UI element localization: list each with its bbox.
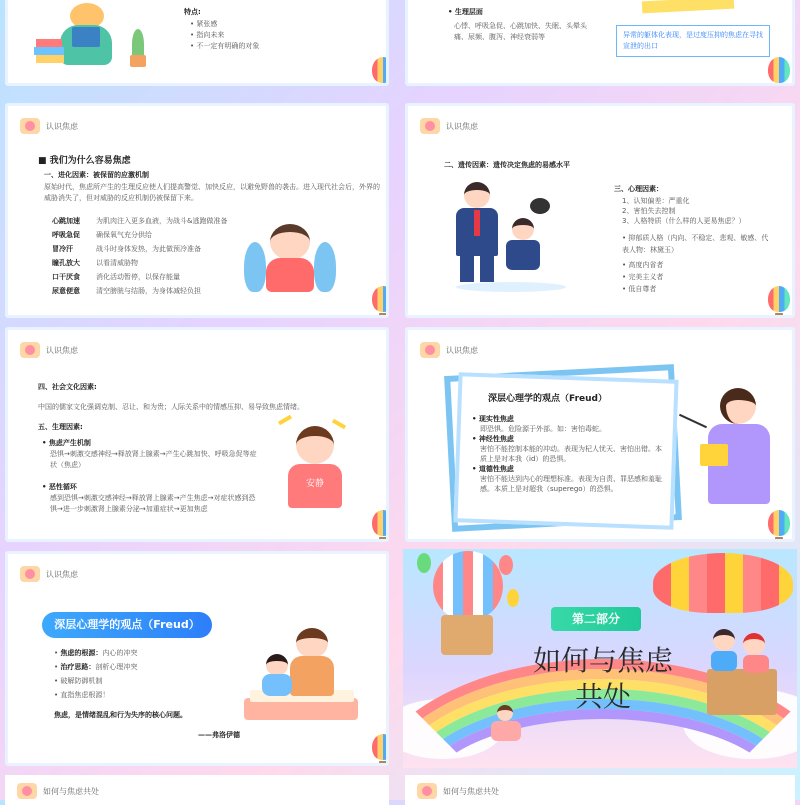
cycle-block xyxy=(42,482,262,515)
header-label: 认识焦虑 xyxy=(446,121,478,131)
slide-header xyxy=(20,340,78,360)
small-balloon-icon xyxy=(507,589,519,607)
logo-icon xyxy=(20,566,40,582)
slide-genetic-psychological[interactable] xyxy=(405,103,795,318)
psych-title: 三、心理因素： xyxy=(614,185,663,193)
part-label: 第二部分 xyxy=(551,607,641,631)
slide-header xyxy=(417,781,499,801)
hot-air-balloon-icon xyxy=(372,57,389,83)
list-item: • 不一定有明确的对象 xyxy=(190,42,260,50)
slide-section-cover[interactable] xyxy=(403,549,797,768)
slide-social-physiological[interactable] xyxy=(5,327,389,542)
teacher-illustration xyxy=(700,388,784,518)
table-row: 尿意便意 清空膀胱与结肠，为身体减轻负担 xyxy=(52,287,201,295)
logo-icon xyxy=(20,342,40,358)
physio-title: • 生理层面 xyxy=(448,8,483,16)
list-item-text: 即恐惧。危险源于外部。如：害怕毒蛇。 xyxy=(480,425,606,433)
table-row: 呼吸急促 确保氧气充分供给 xyxy=(52,231,152,239)
slide-next-right[interactable] xyxy=(405,775,795,805)
list-item: • 紧张感 xyxy=(190,20,218,28)
sitting-kid-illustration xyxy=(487,705,527,745)
shirt-text: 安静 xyxy=(288,464,342,508)
list-item: • 高度内省者 xyxy=(622,261,664,269)
quote-author: ——弗洛伊德 xyxy=(198,731,240,739)
small-balloon-icon xyxy=(499,555,513,575)
physio-factor-title: 五、生理因素: xyxy=(38,423,83,431)
basket-balloon-illustration xyxy=(433,551,503,621)
list-item: • 抑郁质人格（内向、不稳定、悲观、敏感、代表人物：林黛玉） xyxy=(622,234,769,254)
list-item: 3、人格特质（什么样的人更易焦虑？） xyxy=(622,217,746,225)
mechanism-title: • 焦虑产生机制 xyxy=(42,439,91,447)
table-row: 瞳孔放大 以看清威胁物 xyxy=(52,259,138,267)
logo-icon xyxy=(420,342,440,358)
slide-freud-views[interactable] xyxy=(405,327,795,542)
slide-header xyxy=(420,340,478,360)
psych-list xyxy=(622,196,792,226)
header-label: 认识焦虑 xyxy=(46,345,78,355)
slide-anxiety-features[interactable] xyxy=(5,0,389,86)
hot-air-balloon-icon xyxy=(372,510,389,536)
list-item: • 指向未来 xyxy=(190,31,225,39)
small-balloon-icon xyxy=(417,553,431,573)
hot-air-balloon-icon xyxy=(768,57,790,83)
social-title: 四、社会文化因素: xyxy=(38,383,97,391)
section-title-line1: 如何与焦虑 xyxy=(532,644,673,677)
list-item-text: 害怕不能控制本能的冲动。表现为杞人忧天、害怕出错。本质上是对本我（id）的恐惧。 xyxy=(480,445,662,463)
yellow-note-decoration xyxy=(642,0,735,13)
list-item: 1、认知偏差：严重化 xyxy=(622,197,690,205)
logo-icon xyxy=(417,783,437,799)
section-title: ■ 我们为什么容易焦虑 xyxy=(38,156,131,166)
slide-freud-treatment[interactable] xyxy=(5,551,389,766)
big-balloon-illustration xyxy=(653,553,793,613)
header-label: 认识焦虑 xyxy=(46,121,78,131)
slide-header xyxy=(20,116,78,136)
explorer-kids-illustration xyxy=(703,629,783,729)
covering-ears-girl-illustration xyxy=(270,418,360,522)
hot-air-balloon-icon xyxy=(372,286,389,312)
slide-physiological-level[interactable] xyxy=(405,0,795,86)
physio-text: 心悸、呼吸急促、心跳加快、失眠、头晕头痛、尿频、腹泻、神经衰弱等 xyxy=(454,22,587,41)
list-item: • 直指焦虑根源！ xyxy=(54,691,110,699)
cycle-title: • 恶性循环 xyxy=(42,483,77,491)
list-item-title: • 道德性焦虑 xyxy=(472,465,514,473)
list-item-text: 害怕不能达到内心的理想标准。表现为自责、罪恶感和羞耻感。本质上是对超我（superego）的恐惧。 xyxy=(480,475,662,493)
social-text: 中国的儒家文化强调克制、忍让、和为贵；人际关系中的情感压抑、易导致焦虑情绪。 xyxy=(38,403,304,411)
hot-air-balloon-icon xyxy=(768,286,790,312)
slide-next-left[interactable] xyxy=(5,775,389,805)
list-item: • 破解防御机制 xyxy=(54,677,103,685)
crying-girl-illustration xyxy=(244,224,334,304)
table-row: 口干厌食 消化活动暂停，以保存能量 xyxy=(52,273,180,281)
cycle-text: 感到恐惧→刺激交感神经→释放肾上腺素→产生焦虑→对症状感到恐惧→进一步刺激肾上腺素分泌→加重症状→更加焦虑 xyxy=(50,494,256,513)
list-item: • 治疗思路：剖析心理冲突 xyxy=(54,663,138,671)
genetic-title: 二、遗传因素：遗传决定焦虑的易感水平 xyxy=(444,161,570,169)
header-label: 认识焦虑 xyxy=(446,345,478,355)
paragraph: 原始时代，焦虑所产生的生理反应使人们提高警觉、加快反应，以避免野兽的袭击。进入现代社会后，外界的威胁消失了，但对威胁的反应机制仍被保留下来。 xyxy=(44,183,380,202)
table-row: 冒冷汗 战斗时身体发热，为此做预冷准备 xyxy=(52,245,201,253)
mechanism-block xyxy=(42,438,262,471)
slide-header xyxy=(420,116,478,136)
logo-icon xyxy=(420,118,440,134)
freud-pill-title: 深层心理学的观点（Freud） xyxy=(42,612,212,638)
table-row: 心跳加速 为肌肉注入更多血液，为战斗&逃跑做准备 xyxy=(52,217,228,225)
header-label: 如何与焦虑共处 xyxy=(443,786,499,796)
list-item: • 低自尊者 xyxy=(622,285,657,293)
hot-air-balloon-icon xyxy=(768,510,790,536)
treatment-list xyxy=(54,646,234,702)
features-list xyxy=(190,19,340,52)
father-son-illustration xyxy=(448,182,568,290)
list-item-title: • 神经性焦虑 xyxy=(472,435,514,443)
mechanism-text: 恐惧→刺激交感神经→释放肾上腺素→产生心跳加快、呼吸急促等症状（焦虑） xyxy=(50,450,257,469)
freud-list xyxy=(472,414,662,494)
logo-icon xyxy=(20,118,40,134)
features-title: 特点: xyxy=(184,8,201,16)
basket-illustration xyxy=(441,615,493,655)
list-item: • 焦虑的根源：内心的冲突 xyxy=(54,649,138,657)
list-item-title: • 现实性焦虑 xyxy=(472,415,514,423)
header-label: 认识焦虑 xyxy=(46,569,78,579)
reading-child-illustration xyxy=(46,3,126,69)
hot-air-balloon-icon xyxy=(372,734,389,760)
header-label: 如何与焦虑共处 xyxy=(43,786,99,796)
freud-quote: 焦虑，是情绪混乱和行为失序的核心问题。 xyxy=(54,711,187,719)
slide-header xyxy=(17,781,99,801)
subsection-title: 一、进化因素：被保留的应激机制 xyxy=(44,171,149,179)
slide-why-anxious[interactable] xyxy=(5,103,389,318)
section-title-line2: 共处 xyxy=(574,680,631,713)
personality-bullets xyxy=(622,232,772,295)
list-item: • 完美主义者 xyxy=(622,273,664,281)
mother-child-reading-illustration xyxy=(244,628,364,728)
logo-icon xyxy=(17,783,37,799)
list-item: 2、害怕失去控制 xyxy=(622,207,676,215)
physio-note: 异常的躯体化表现，是过度压抑的焦虑在寻找宣泄的出口 xyxy=(616,25,770,57)
slide-header xyxy=(20,564,78,584)
freud-title: 深层心理学的观点（Freud） xyxy=(488,394,607,404)
